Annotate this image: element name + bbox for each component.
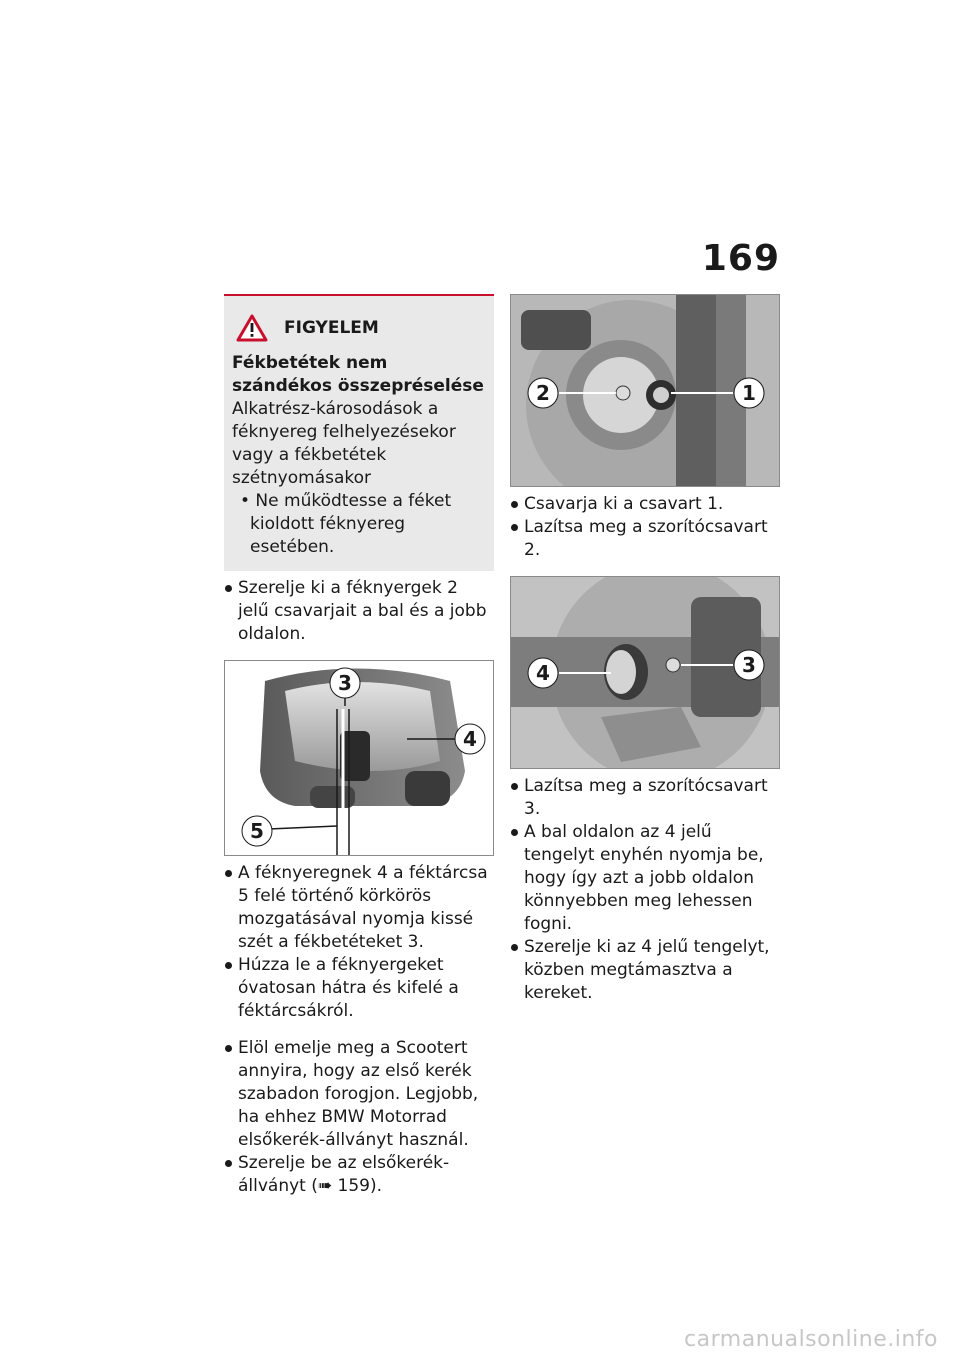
step-unscrew-screw-1: Csavarja ki a csavart 1. <box>510 493 780 516</box>
figure-axle-left-side <box>510 576 780 769</box>
warning-subtitle: Fékbetétek nem szándékos összepréselése <box>232 353 484 396</box>
step-loosen-clamp-screw-3: Lazítsa meg a szorítócsavart 3. <box>510 775 780 821</box>
step-remove-caliper-screws: Szerelje ki a féknyergek 2 jelű csavarjait a bal és a jobb oldalon. <box>224 577 494 646</box>
callout-3: 3 <box>338 671 352 695</box>
callout-2: 2 <box>536 381 550 405</box>
warning-text: Alkatrész-károsodások a féknyereg felhelyezésekor vagy a fékbetétek szétnyomásakor <box>232 399 456 488</box>
left-column <box>224 294 494 1198</box>
callout-4: 4 <box>463 727 477 751</box>
warning-box <box>224 294 494 571</box>
callout-1: 1 <box>742 381 756 405</box>
watermark: carmanualsonline.info <box>684 1327 938 1352</box>
warning-bullet: • Ne működtesse a féket kioldott féknyereg esetében. <box>240 491 452 557</box>
warning-title: FIGYELEM <box>284 318 379 338</box>
right-column <box>510 294 780 1005</box>
step-pull-off-calipers: Húzza le a féknyergeket óvatosan hátra és kifelé a féktárcsákról. <box>224 954 494 1023</box>
callout-5: 5 <box>250 819 264 843</box>
warning-triangle-icon <box>236 314 268 342</box>
figure-brake-caliper <box>224 660 494 856</box>
figure-axle-screw <box>510 294 780 487</box>
step-lift-scooter: Elöl emelje meg a Scootert annyira, hogy az első kerék szabadon forogjon. Legjobb, ha ehhez BMW Motorrad elsőkerék-állványt használ. <box>224 1037 494 1152</box>
step-loosen-clamp-screw-2: Lazítsa meg a szorítócsavart 2. <box>510 516 780 562</box>
page-number: 169 <box>701 238 780 279</box>
callout-3: 3 <box>742 653 756 677</box>
callout-4: 4 <box>536 661 550 685</box>
step-install-front-stand: Szerelje be az elsőkerék-állványt (➠ 159). <box>224 1152 494 1198</box>
step-remove-axle: Szerelje ki az 4 jelű tengelyt, közben megtámasztva a kereket. <box>510 936 780 1005</box>
step-push-axle: A bal oldalon az 4 jelű tengelyt enyhén nyomja be, hogy így azt a jobb oldalon könnyebben meg lehessen fogni. <box>510 821 780 936</box>
warning-header <box>236 314 486 342</box>
step-press-pads-apart: A féknyeregnek 4 a féktárcsa 5 felé történő körkörös mozgatásával nyomja kissé szét a fékbetéteket 3. <box>224 862 494 954</box>
